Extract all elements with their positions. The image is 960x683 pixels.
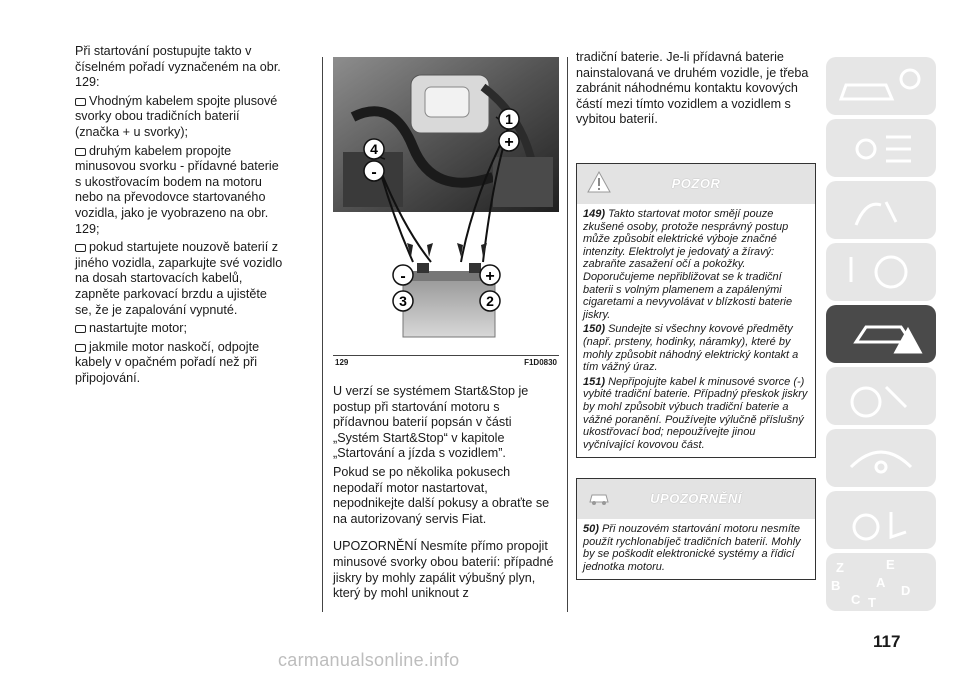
warning-item: 151) Nepřipojujte kabel k minusové svorce (-) vybité tradiční baterie. Případný přeskok jiskry by mohl způsobit výbuch tradiční baterie a vážné poranění. Používejte výlučně příslušný ukostřovací bod; nepoužívejte jinou vyčnívající kovovou část. — [583, 375, 808, 451]
svg-text:C: C — [851, 592, 861, 607]
bullet-icon — [75, 325, 86, 333]
upozorneni-title: UPOZORNĚNÍ — [650, 491, 742, 506]
paragraph: U verzí se systémem Start&Stop je postup při startování motoru s přídavnou baterií popsán v části „Systém Start&Stop“ v kapitole „Startování a jízda s vozidlem”. — [333, 384, 529, 461]
svg-text:E: E — [886, 557, 895, 572]
warning-item: 50) Při nouzovém startování motoru nesmíte použít rychlonabíječ tradičních baterií. Mohly by se poškodit elektronické systémy a řídicí jednotka motoru. — [583, 523, 801, 573]
list-item: pokud startujete nouzově baterií z jiného vozidla, zaparkujte své vozidlo na dosah startovacích kabelů, zapněte parkovací brzdu a ujistěte se, že je zapalování vypnuté. — [75, 240, 283, 317]
callout-label: 4 — [370, 141, 378, 157]
bullet-icon — [75, 148, 86, 156]
warning-item: 150) Sundejte si všechny kovové předměty (např. prsteny, hodinky, náramky), které by mohly způsobit náhodný elektrický kontakt a tím vážný úraz. — [583, 323, 799, 374]
list-item: druhým kabelem propojte minusovou svorku - přídavné baterie s ukostřovacím bodem na motoru nebo na převodovce startovaného vozidla, jako je vyobrazeno na obr. 129; — [75, 143, 279, 236]
callout-label: + — [485, 268, 495, 285]
svg-text:Z: Z — [836, 560, 844, 575]
figure-number: 129 — [335, 358, 349, 367]
list-item: Vhodným kabelem spojte plusové svorky obou tradičních baterií (značka + u svorky); — [75, 93, 278, 139]
callout-label: 2 — [486, 293, 494, 309]
paragraph: Pokud se po několika pokusech nepodaří motor nastartovat, nepodnikejte další pokusy a obraťte se na autorizovaný servis Fiat. — [333, 464, 550, 526]
column-divider — [322, 57, 323, 612]
svg-text:T: T — [868, 595, 876, 610]
list-item: jakmile motor naskočí, odpojte kabely v opačném pořadí než při připojování. — [75, 339, 260, 385]
intro-paragraph: Při startování postupujte takto v číselném pořadí vyznačeném na obr. 129: — [75, 44, 281, 90]
list-item: nastartujte motor; — [75, 321, 285, 337]
engine-battery-illustration — [333, 57, 559, 357]
bullet-icon — [75, 344, 86, 352]
upozorneni-body — [577, 519, 815, 579]
intro-paragraph: tradiční baterie. Je-li přídavná baterie nainstalovaná ve druhém vozidle, je třeba zabránit náhodnému kontaktu kovových částí mezi tímto vozidlem a vozidlem s vybitou baterií. — [576, 50, 809, 127]
figure-rule — [333, 355, 559, 356]
bullet-icon — [75, 244, 86, 252]
instructions-column — [75, 44, 285, 389]
upozorneni-box — [576, 478, 816, 580]
pozor-box — [576, 163, 816, 458]
jump-start-figure — [333, 57, 559, 357]
pozor-body — [577, 204, 815, 457]
pozor-title: POZOR — [671, 176, 721, 191]
callout-label: 1 — [505, 111, 513, 127]
paragraph: UPOZORNĚNÍ Nesmíte přímo propojit minusové svorky obou baterií: případné jiskry by mohly zapálit výbušný plyn, který by mohl uniknout z — [333, 539, 554, 601]
upozorneni-header — [577, 479, 815, 519]
pozor-header — [577, 164, 815, 204]
chapter-tab-strip — [826, 57, 936, 612]
callout-label: - — [400, 268, 406, 285]
callout-label: - — [371, 164, 377, 181]
column-divider — [567, 57, 568, 612]
callout-label: + — [504, 134, 514, 151]
bullet-icon — [75, 98, 86, 106]
callout-label: 3 — [399, 293, 407, 309]
svg-text:B: B — [831, 578, 841, 593]
svg-text:A: A — [876, 575, 886, 590]
page-number: 117 — [873, 632, 901, 651]
figure-code: F1D0830 — [524, 358, 557, 367]
svg-text:D: D — [901, 583, 911, 598]
warning-item: 149) Takto startovat motor smějí pouze zkušené osoby, protože nesprávný postup může způsobit elektrické výboje značné intenzity. Elektrolyt je jedovatý a žíravý: zabraňte zasažení očí a pokožky. Doporučujeme nepřibližovat se k tradiční baterii s volným plamenem a zapálenými cigaretami a nevyvolávat v blízkosti baterie jiskry. — [583, 208, 793, 321]
warnings-column — [576, 50, 812, 131]
watermark: carmanualsonline.info — [278, 650, 460, 670]
start-stop-column — [333, 384, 559, 605]
